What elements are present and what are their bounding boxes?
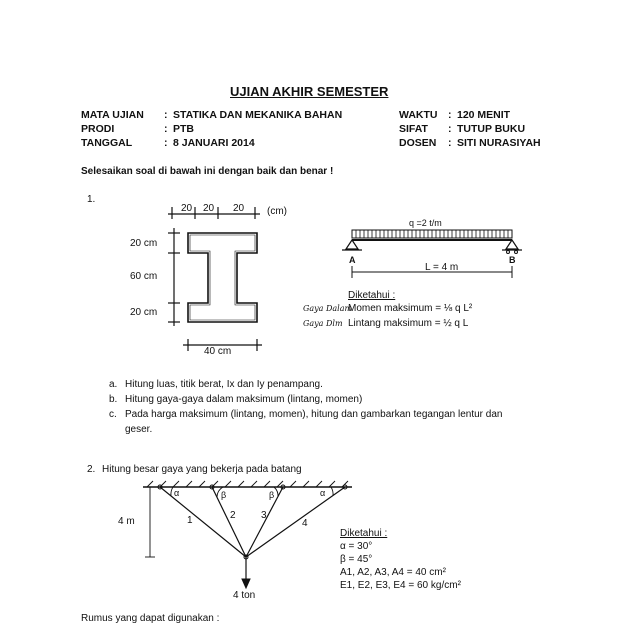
- known-alpha: α = 30°: [340, 541, 373, 552]
- header-label: MATA UJIAN: [81, 109, 144, 121]
- member-2-label: 2: [230, 510, 236, 521]
- task-label: c.: [109, 409, 117, 420]
- header-value: 120 MENIT: [457, 109, 511, 121]
- header-colon: :: [448, 123, 452, 135]
- known-beta: β = 45°: [340, 554, 373, 565]
- known-shear: Lintang maksimum = ½ q L: [348, 318, 469, 329]
- known-area: A1, A2, A3, A4 = 40 cm²: [340, 567, 446, 578]
- task-text: Hitung gaya-gaya dalam maksimum (lintang, momen): [125, 394, 363, 405]
- header-colon: :: [164, 123, 168, 135]
- task-label: b.: [109, 394, 118, 405]
- header-label: WAKTU: [399, 109, 438, 121]
- task-text: Hitung luas, titik berat, Ix dan Iy penampang.: [125, 379, 323, 390]
- header-label: PRODI: [81, 123, 115, 135]
- dim-top-3: 20: [233, 203, 245, 214]
- header-label: DOSEN: [399, 137, 437, 149]
- header-colon: :: [448, 137, 452, 149]
- member-4-label: 4: [302, 518, 308, 529]
- beam-load-label: q =2 t/m: [409, 218, 442, 228]
- angle-beta-left: β: [221, 490, 227, 500]
- truss-height-label: 4 m: [118, 516, 135, 527]
- dim-left-1: 20 cm: [130, 238, 158, 249]
- header-value: SITI NURASIYAH: [457, 137, 541, 149]
- beam-length-label: L = 4 m: [425, 262, 459, 273]
- dim-top-1: 20: [181, 203, 193, 214]
- question-2-text: Hitung besar gaya yang bekerja pada batang: [102, 464, 302, 475]
- angle-alpha-left: α: [174, 488, 180, 498]
- header-colon: :: [164, 109, 168, 121]
- question-1-number: 1.: [87, 194, 96, 205]
- task-text-cont: geser.: [125, 424, 153, 435]
- exam-title: UJIAN AKHIR SEMESTER: [230, 84, 389, 99]
- dim-top-2: 20: [203, 203, 215, 214]
- load-label: 4 ton: [233, 590, 256, 601]
- handwritten-note: Gaya Dalam: [303, 304, 353, 313]
- support-b-label: B: [509, 255, 516, 265]
- header-colon: :: [164, 137, 168, 149]
- header-label: SIFAT: [399, 123, 428, 135]
- header-value: TUTUP BUKU: [457, 123, 526, 135]
- q2-known-title: Diketahui :: [340, 528, 388, 539]
- known-modulus: E1, E2, E3, E4 = 60 kg/cm²: [340, 580, 461, 591]
- dim-unit: (cm): [267, 206, 287, 217]
- task-text: Pada harga maksimum (lintang, momen), hitung dan gambarkan tegangan lentur dan: [125, 409, 503, 420]
- angle-alpha-right: α: [320, 488, 326, 498]
- support-a-label: A: [349, 255, 356, 265]
- header-label: TANGGAL: [81, 137, 133, 149]
- dim-left-3: 20 cm: [130, 307, 158, 318]
- instruction: Selesaikan soal di bawah ini dengan baik dan benar !: [81, 166, 334, 177]
- question-2-number: 2.: [87, 464, 96, 475]
- task-label: a.: [109, 379, 118, 390]
- header-value: PTB: [173, 123, 194, 135]
- header-value: STATIKA DAN MEKANIKA BAHAN: [173, 109, 343, 121]
- member-3-label: 3: [261, 510, 267, 521]
- header-value: 8 JANUARI 2014: [173, 137, 255, 149]
- q1-known-title: Diketahui :: [348, 290, 396, 301]
- footer-text: Rumus yang dapat digunakan :: [81, 613, 220, 624]
- dim-left-2: 60 cm: [130, 271, 158, 282]
- header-colon: :: [448, 109, 452, 121]
- dim-bottom: 40 cm: [204, 346, 232, 357]
- handwritten-note: Gaya Dlm: [303, 319, 343, 328]
- member-1-label: 1: [187, 515, 193, 526]
- known-moment: Momen maksimum = ⅛ q L²: [348, 303, 473, 314]
- angle-beta-right: β: [269, 490, 275, 500]
